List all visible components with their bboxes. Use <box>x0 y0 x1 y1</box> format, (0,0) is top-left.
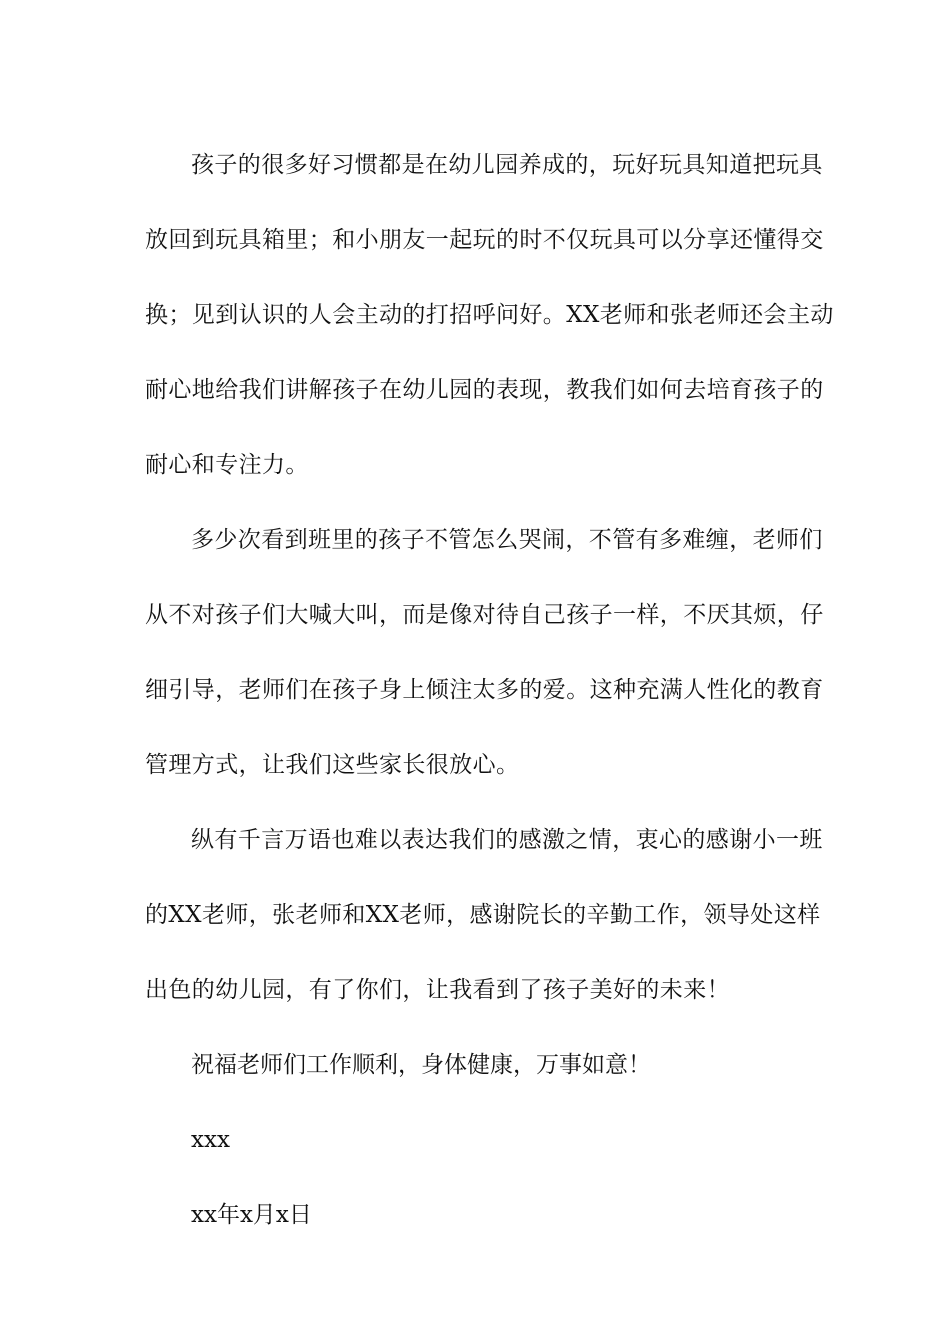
paragraph-habits <box>145 128 834 503</box>
text-line: 放回到玩具箱里；和小朋友一起玩的时不仅玩具可以分享还懂得交 <box>145 227 824 253</box>
text-line: 管理方式，让我们这些家长很放心。 <box>145 752 520 778</box>
text-line: 多少次看到班里的孩子不管怎么哭闹，不管有多难缠，老师们 <box>191 527 823 553</box>
text-line: 的XX老师，张老师和XX老师，感谢院长的辛勤工作，领导处这样 <box>145 902 821 928</box>
text-line: 孩子的很多好习惯都是在幼儿园养成的，玩好玩具知道把玩具 <box>191 152 823 178</box>
text-line: 细引导，老师们在孩子身上倾注太多的爱。这种充满人性化的教育 <box>145 677 824 703</box>
date: xx年x月x日 <box>191 1202 312 1228</box>
paragraph-gratitude <box>145 803 823 1028</box>
paragraph-teachers-care <box>145 503 824 803</box>
text-line: 换；见到认识的人会主动的打招呼问好。XX老师和张老师还会主动 <box>145 302 834 328</box>
letter-body <box>145 128 834 1253</box>
text-line: 耐心和专注力。 <box>145 452 309 478</box>
closing-wish: 祝福老师们工作顺利，身体健康，万事如意！ <box>191 1052 651 1078</box>
text-line: 出色的幼儿园，有了你们，让我看到了孩子美好的未来！ <box>145 977 730 1003</box>
signature: xxx <box>191 1127 230 1153</box>
text-line: 从不对孩子们大喊大叫，而是像对待自己孩子一样，不厌其烦，仔 <box>145 602 824 628</box>
text-line: 耐心地给我们讲解孩子在幼儿园的表现，教我们如何去培育孩子的 <box>145 377 824 403</box>
text-line: 纵有千言万语也难以表达我们的感激之情，衷心的感谢小一班 <box>191 827 823 853</box>
